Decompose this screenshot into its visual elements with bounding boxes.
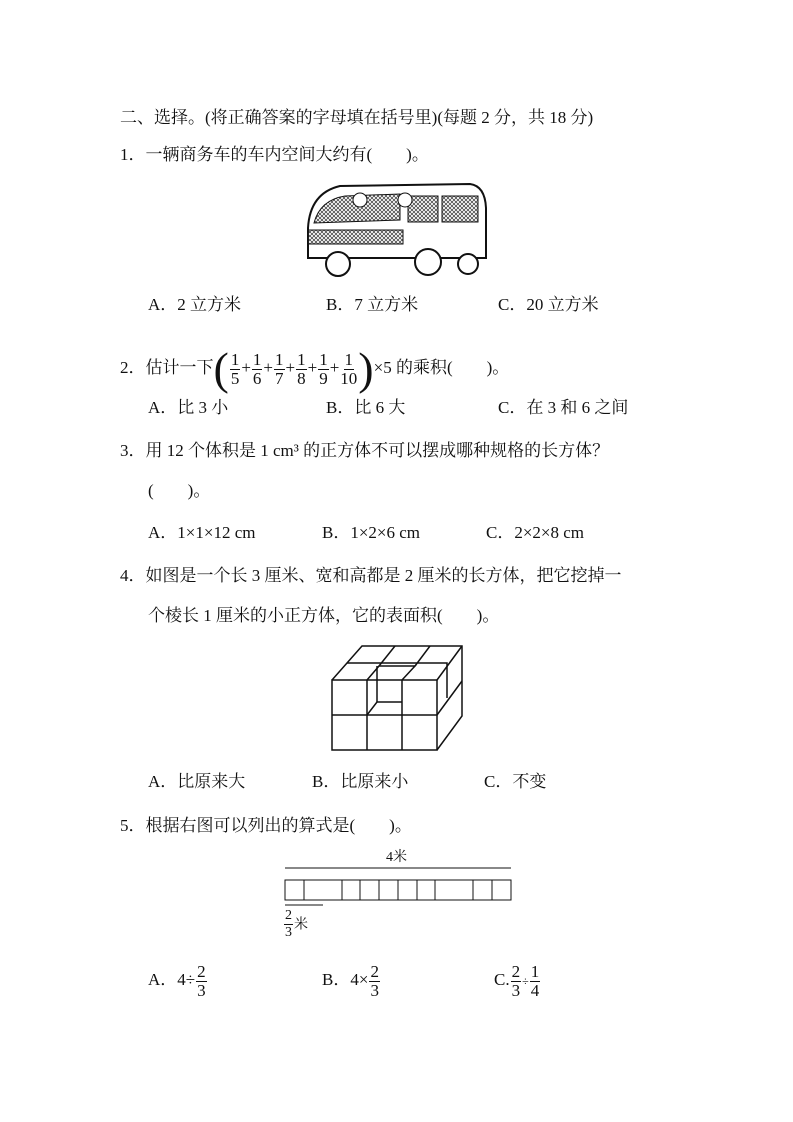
q2-stem-suffix: ×5 的乘积( )。 <box>373 358 510 377</box>
q4-stem-line2: 个棱长 1 厘米的小正方体，它的表面积( )。 <box>148 606 500 625</box>
q1-option-b[interactable]: B．7 立方米 <box>326 295 419 314</box>
fraction: $\frac{1}{9}$ <box>319 349 328 388</box>
part-length-label: $\frac{2}{3}$ 米 <box>285 908 308 940</box>
q3-option-c[interactable]: C．2×2×8 cm <box>486 523 585 542</box>
q5-option-b[interactable]: B．4× $\frac{2}{3}$ <box>322 961 379 1000</box>
q4-option-a[interactable]: A．比原来大 <box>148 772 246 791</box>
q3-option-b[interactable]: B．1×2×6 cm <box>322 523 421 542</box>
q2-option-a[interactable]: A．比 3 小 <box>148 398 229 417</box>
fraction: $\frac{1}{7}$ <box>275 349 284 388</box>
q2-option-b[interactable]: B．比 6 大 <box>326 398 406 417</box>
q1-option-c[interactable]: C．20 立方米 <box>498 295 599 314</box>
segment-bar-figure <box>283 866 515 906</box>
q3-stem: 3．用 12 个体积是 1 cm³ 的正方体不可以摆成哪种规格的长方体？ <box>120 441 610 460</box>
q5-option-c[interactable]: C. $\frac{2}{3}$ ÷ $\frac{1}{4}$ <box>494 961 540 1000</box>
q4-option-c[interactable]: C．不变 <box>484 772 547 791</box>
q5-option-a[interactable]: A．4÷ $\frac{2}{3}$ <box>148 961 206 1000</box>
q5-stem: 5．根据右图可以列出的算式是( )。 <box>120 816 412 835</box>
section-title: 二、选择。(将正确答案的字母填在括号里)(每题 2 分，共 18 分) <box>120 108 594 127</box>
cuboid-figure <box>330 644 465 754</box>
q1-stem: 1．一辆商务车的车内空间大约有( )。 <box>120 145 429 164</box>
fraction: $\frac{1}{6}$ <box>252 349 262 388</box>
q1-option-a[interactable]: A．2 立方米 <box>148 295 242 314</box>
van-image <box>300 178 490 280</box>
total-length-label: 4米 <box>386 850 407 865</box>
q2-stem: 2．估计一下( $\frac{1}{5}$ + $\frac{1}{6}$ + $\frac{1}{7}$ + $\frac{1}{8}$ + $\frac{1}{9}$ + $\frac{1}{10}$ )×5 的乘积( )。 <box>120 343 510 395</box>
q3-option-a[interactable]: A．1×1×12 cm <box>148 523 256 542</box>
fraction: $\frac{1}{10}$ <box>340 349 358 388</box>
q4-option-b[interactable]: B．比原来小 <box>312 772 409 791</box>
q4-stem: 4．如图是一个长 3 厘米、宽和高都是 2 厘米的长方体，把它挖掉一 <box>120 566 622 585</box>
fraction: $\frac{1}{5}$ <box>230 349 240 388</box>
fraction: $\frac{1}{8}$ <box>297 349 306 388</box>
q2-option-c[interactable]: C．在 3 和 6 之间 <box>498 398 629 417</box>
q3-answer-blank: ( )。 <box>148 481 211 500</box>
q2-stem-prefix: 2．估计一下 <box>120 358 214 377</box>
